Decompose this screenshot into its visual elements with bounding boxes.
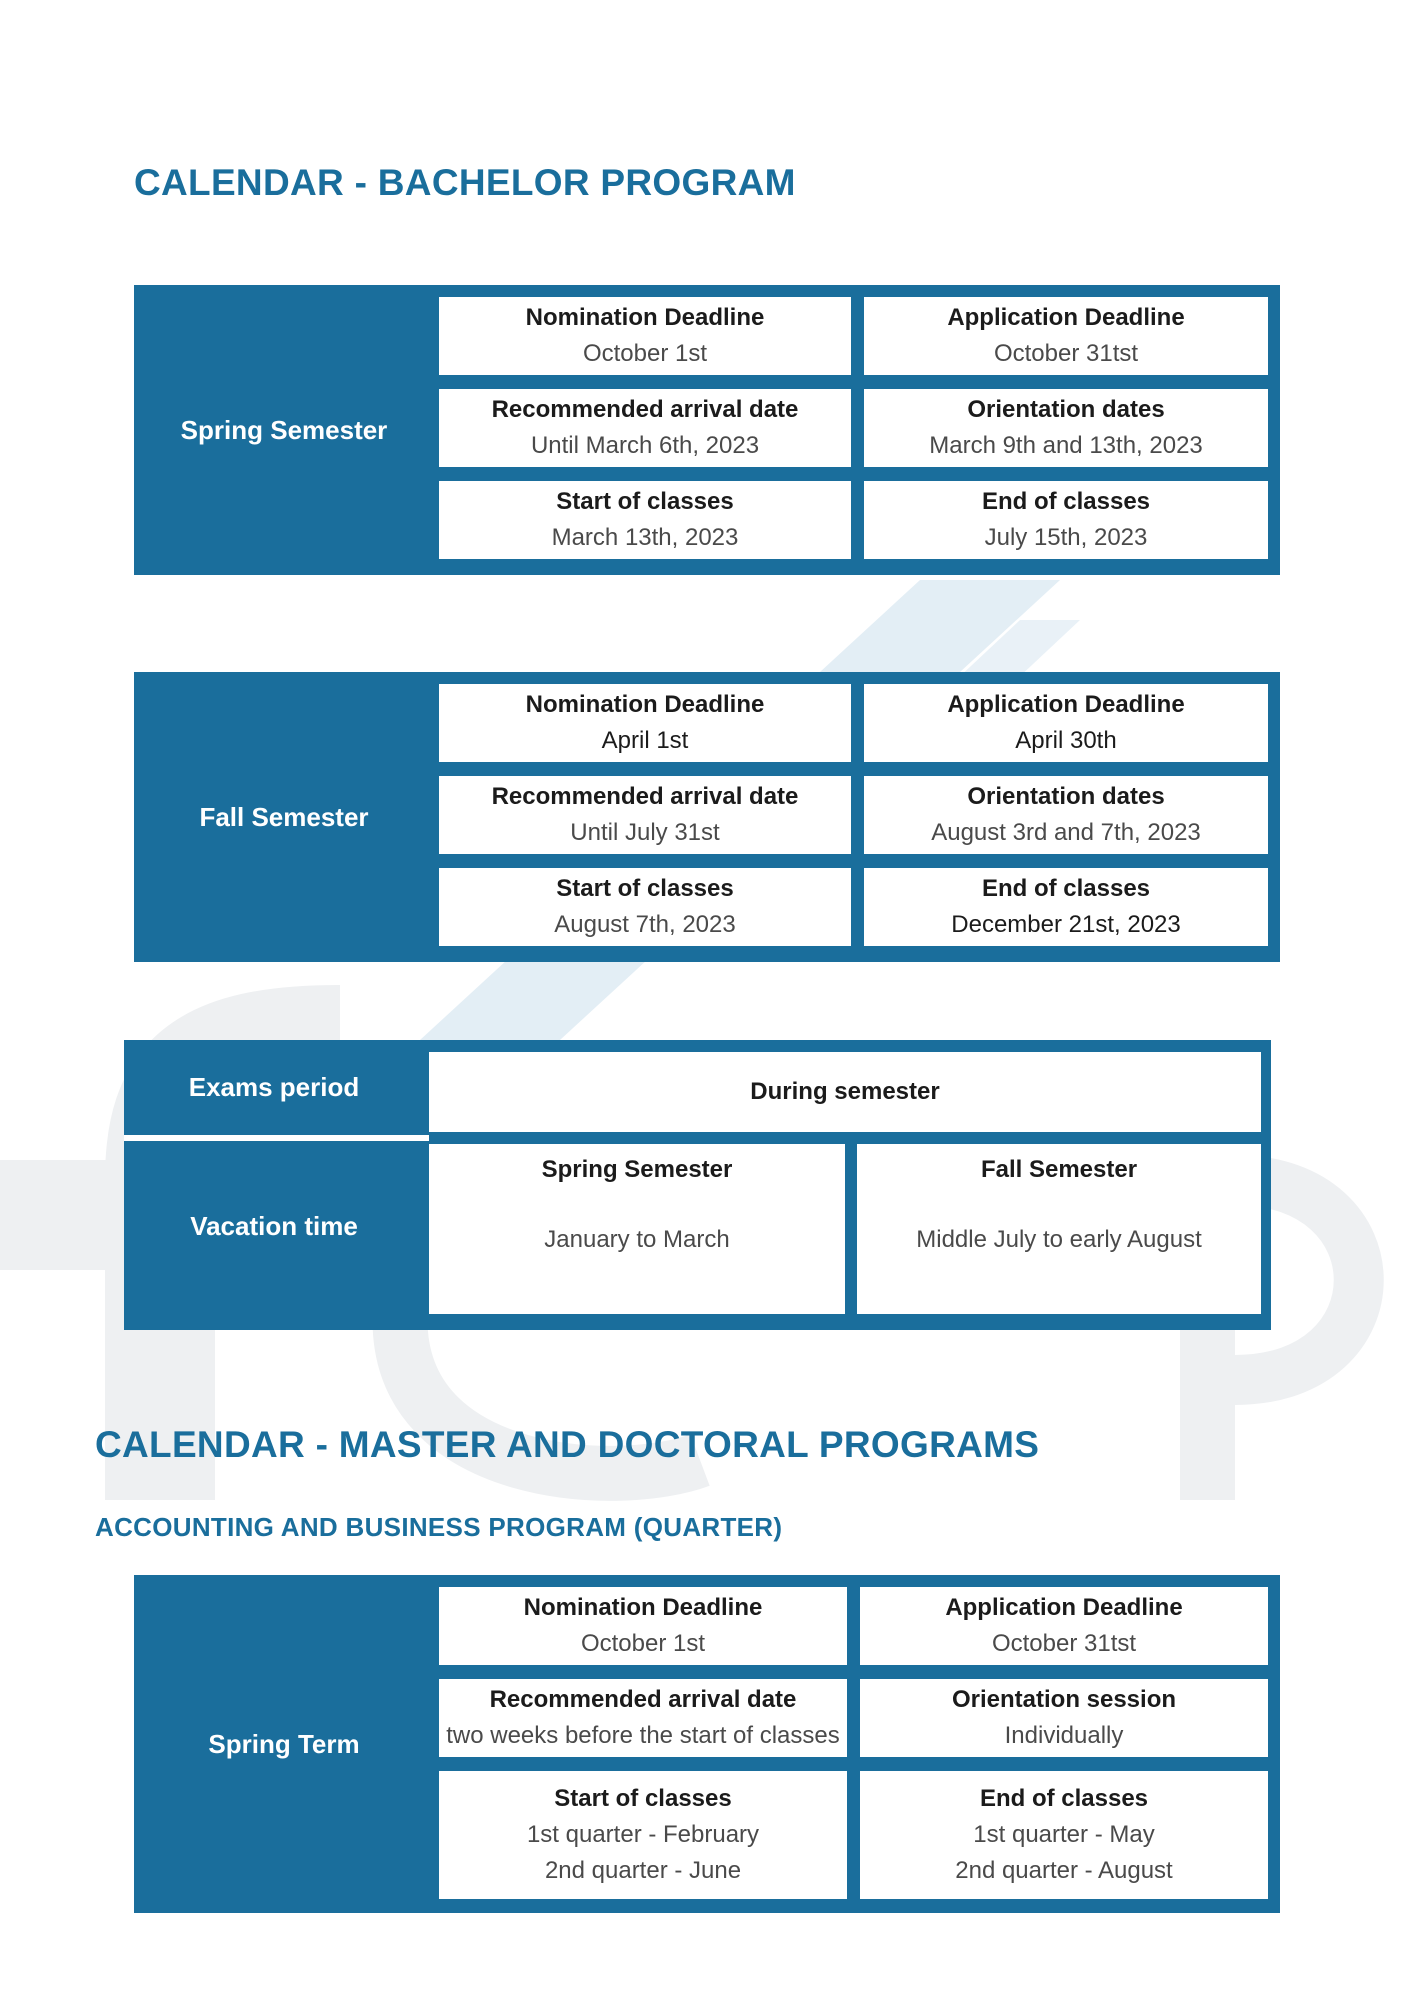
cell-value: August 7th, 2023 <box>554 911 736 938</box>
cell-value: two weeks before the start of classes <box>446 1722 840 1749</box>
orientation-dates-cell <box>864 776 1268 854</box>
exams-period-label: Exams period <box>188 1072 360 1102</box>
cell-title: Spring Semester <box>541 1156 733 1183</box>
master-heading: CALENDAR - MASTER AND DOCTORAL PROGRAMS <box>95 1424 1040 1465</box>
cell-title: End of classes <box>981 875 1151 902</box>
end-of-classes-cell <box>860 1771 1268 1899</box>
orientation-session-cell <box>860 1679 1268 1757</box>
cell-title: Application Deadline <box>945 1594 1183 1621</box>
cell-value: April 1st <box>601 727 689 754</box>
vacation-spring-cell <box>429 1144 845 1314</box>
cell-title: Nomination Deadline <box>525 304 765 331</box>
cell-title: Application Deadline <box>947 691 1185 718</box>
cell-title: Start of classes <box>554 1785 732 1812</box>
vacation-fall-cell <box>857 1144 1261 1314</box>
fall-semester-table <box>134 672 1280 962</box>
end-of-classes-cell <box>864 868 1268 946</box>
spring-term-table <box>134 1575 1280 1913</box>
orientation-dates-cell <box>864 389 1268 467</box>
cell-value: October 1st <box>580 1630 706 1657</box>
cell-title: End of classes <box>979 1785 1149 1812</box>
application-deadline-cell <box>864 297 1268 375</box>
start-of-classes-cell <box>439 1771 847 1899</box>
cell-title: Start of classes <box>556 488 734 515</box>
cell-title: Fall Semester <box>980 1156 1138 1183</box>
cell-title: Nomination Deadline <box>523 1594 763 1621</box>
cell-value: 1st quarter - February <box>526 1821 760 1848</box>
application-deadline-cell <box>860 1587 1268 1665</box>
exams-value: During semester <box>750 1078 940 1105</box>
nomination-deadline-cell <box>439 297 851 375</box>
exams-vacation-table <box>124 1040 1271 1330</box>
cell-value: Individually <box>1004 1722 1124 1749</box>
cell-value: Middle July to early August <box>916 1226 1202 1253</box>
arrival-date-cell <box>439 776 851 854</box>
cell-title: Recommended arrival date <box>491 396 799 423</box>
cell-title: Recommended arrival date <box>491 783 799 810</box>
start-of-classes-cell <box>439 868 851 946</box>
cell-value: October 31tst <box>991 1630 1137 1657</box>
cell-value: Until July 31st <box>570 819 720 846</box>
nomination-deadline-cell <box>439 1587 847 1665</box>
fall-semester-label: Fall Semester <box>199 801 369 832</box>
end-of-classes-cell <box>864 481 1268 559</box>
application-deadline-cell <box>864 684 1268 762</box>
cell-title: Start of classes <box>556 875 734 902</box>
cell-value-second: 2nd quarter - August <box>955 1857 1173 1884</box>
spring-semester-table <box>134 285 1280 575</box>
cell-value: October 31tst <box>993 340 1139 367</box>
cell-value: December 21st, 2023 <box>951 911 1181 938</box>
bachelor-heading: CALENDAR - BACHELOR PROGRAM <box>134 162 796 203</box>
cell-value-second: 2nd quarter - June <box>544 1857 742 1884</box>
cell-value: 1st quarter - May <box>973 1821 1155 1848</box>
vacation-time-label: Vacation time <box>190 1210 358 1241</box>
cell-value: October 1st <box>582 340 708 367</box>
cell-title: Orientation dates <box>967 396 1165 423</box>
cell-title: Nomination Deadline <box>525 691 765 718</box>
nomination-deadline-cell <box>439 684 851 762</box>
cell-value: April 30th <box>1015 727 1117 754</box>
exams-value-cell <box>429 1052 1261 1132</box>
cell-title: Orientation dates <box>967 783 1165 810</box>
accounting-program-subheading: ACCOUNTING AND BUSINESS PROGRAM (QUARTER) <box>95 1512 783 1542</box>
cell-value: July 15th, 2023 <box>984 524 1148 551</box>
spring-term-label: Spring Term <box>208 1728 360 1759</box>
cell-value: March 13th, 2023 <box>551 524 739 551</box>
cell-value: August 3rd and 7th, 2023 <box>931 819 1201 846</box>
cell-value: March 9th and 13th, 2023 <box>929 432 1203 459</box>
cell-value: January to March <box>544 1226 730 1253</box>
cell-value: Until March 6th, 2023 <box>530 432 760 459</box>
cell-title: Orientation session <box>951 1686 1177 1713</box>
start-of-classes-cell <box>439 481 851 559</box>
spring-semester-label: Spring Semester <box>180 414 388 445</box>
arrival-date-cell <box>439 389 851 467</box>
arrival-date-cell <box>439 1679 847 1757</box>
cell-title: Recommended arrival date <box>489 1686 797 1713</box>
cell-title: End of classes <box>981 488 1151 515</box>
cell-title: Application Deadline <box>947 304 1185 331</box>
